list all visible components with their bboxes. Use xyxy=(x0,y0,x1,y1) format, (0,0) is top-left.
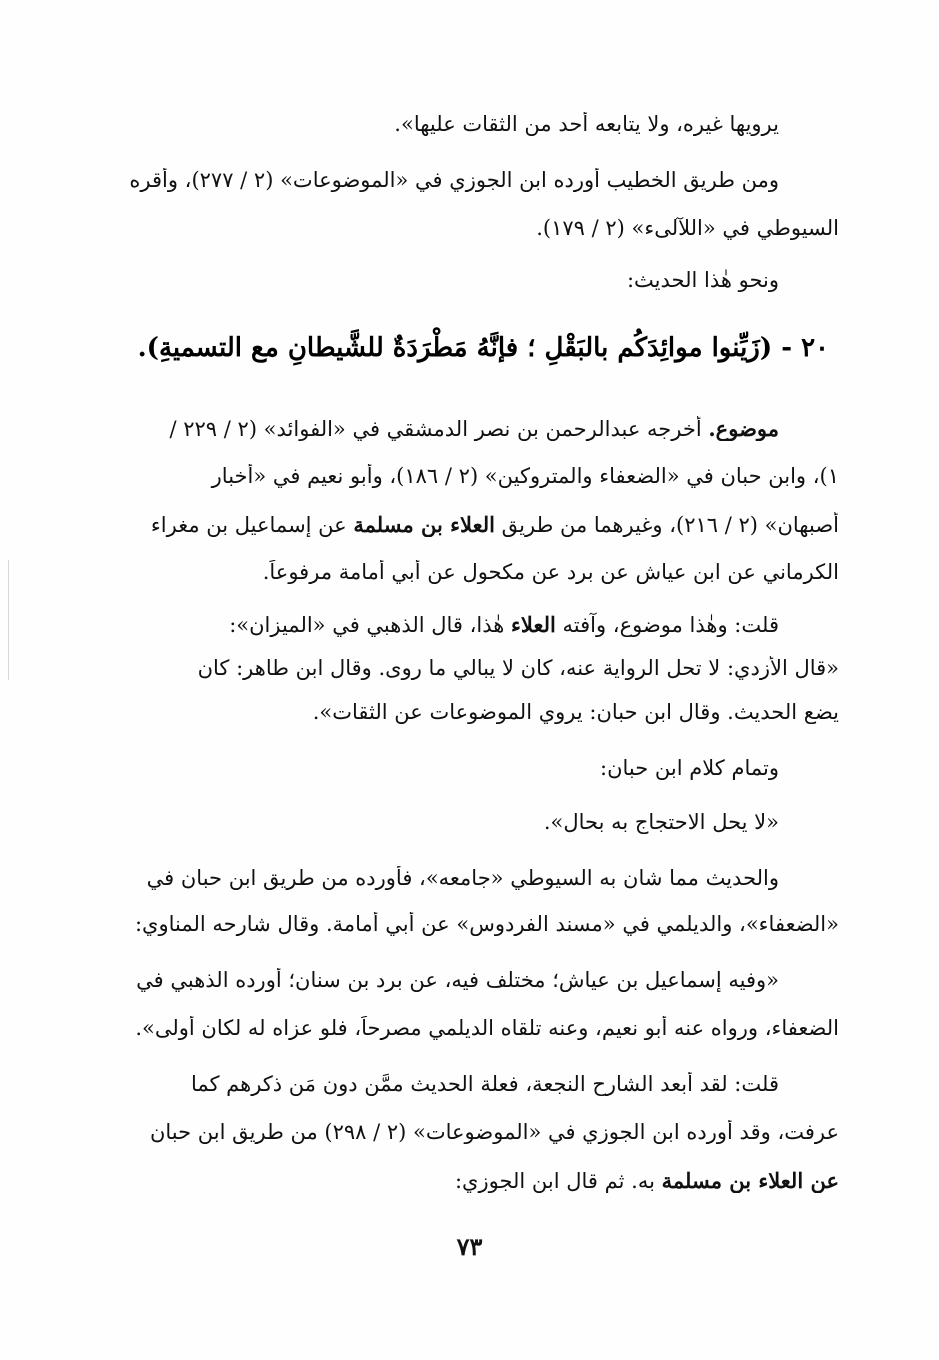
margin-mark xyxy=(8,560,9,680)
narrator-name: العلاء xyxy=(511,612,556,637)
text-span: «وفيه إسماعيل بن عياش؛ مختلف فيه، عن برد بن سنان؛ أورده الذهبي في xyxy=(136,968,779,992)
text-span: وتمام كلام ابن حبان: xyxy=(600,756,779,780)
verdict-label: موضوع. xyxy=(708,416,779,441)
hadith-title: ٢٠ - (زَيِّنوا موائِدَكُم بالبَقْلِ ؛ فإنَّهُ مَطْرَدَةٌ للشَّيطانِ مع التسميةِ). xyxy=(137,333,829,363)
text-span: عن إسماعيل بن مغراء xyxy=(150,513,347,537)
text-span: «قال الأزدي: لا تحل الرواية عنه، كان لا يبالي ما روى. وقال ابن طاهر: كان xyxy=(197,656,839,680)
text-line xyxy=(100,612,779,637)
text-line xyxy=(100,912,839,936)
text-span: «الضعفاء»، والديلمي في «مسند الفردوس» عن أبي أمامة. وقال شارحه المناوي: xyxy=(134,912,839,936)
text-line xyxy=(100,968,779,992)
narrator-name: عن العلاء بن مسلمة xyxy=(661,1168,839,1193)
text-line xyxy=(100,512,839,537)
text-span: ونحو هٰذا الحديث: xyxy=(626,268,779,292)
text-line xyxy=(100,112,779,136)
text-line xyxy=(100,1168,839,1193)
page-number: ٧٣ xyxy=(456,1232,483,1261)
text-span: به. ثم قال ابن الجوزي: xyxy=(454,1169,655,1193)
text-span: ومن طريق الخطيب أورده ابن الجوزي في «الموضوعات» (٢ / ٢٧٧)، وأقره xyxy=(129,168,779,192)
text-line xyxy=(100,756,779,780)
text-span: قلت: وهٰذا موضوع، وآفته xyxy=(562,613,779,637)
text-span: «لا يحل الاحتجاج به بحال». xyxy=(543,810,779,834)
text-line xyxy=(100,810,779,834)
text-span: هٰذا، قال الذهبي في «الميزان»: xyxy=(229,613,505,637)
text-line xyxy=(100,1016,839,1040)
text-span: يضع الحديث. وقال ابن حبان: يروي الموضوعات عن الثقات». xyxy=(312,700,839,724)
text-line xyxy=(100,1120,839,1144)
text-line xyxy=(100,168,779,192)
text-span: يرويها غيره، ولا يتابعه أحد من الثقات عليها». xyxy=(394,112,779,136)
text-line xyxy=(100,1072,779,1096)
text-line xyxy=(100,656,839,680)
text-span: أصبهان» (٢ / ٢١٦)، وغيرهما من طريق xyxy=(501,513,839,537)
text-line xyxy=(100,416,779,441)
text-line xyxy=(100,216,839,240)
text-span: السيوطي في «اللآلىء» (٢ / ١٧٩). xyxy=(536,216,839,240)
text-span: والحديث مما شان به السيوطي «جامعه»، فأورده من طريق ابن حبان في xyxy=(146,866,779,890)
text-line xyxy=(100,866,779,890)
text-line xyxy=(100,464,839,488)
narrator-name: العلاء بن مسلمة xyxy=(353,512,495,537)
text-span: الضعفاء، ورواه عنه أبو نعيم، وعنه تلقاه الديلمي مصرحاً، فلو عزاه له لكان أولى». xyxy=(135,1016,839,1040)
text-span: قلت: لقد أبعد الشارح النجعة، فعلة الحديث ممَّن دون مَن ذكرهم كما xyxy=(190,1072,779,1096)
text-span: ١)، وابن حبان في «الضعفاء والمتروكين» (٢ / ١٨٦)، وأبو نعيم في «أخبار xyxy=(211,464,839,488)
text-line xyxy=(100,268,779,292)
text-span: عرفت، وقد أورده ابن الجوزي في «الموضوعات» (٢ / ٢٩٨) من طريق ابن حبان xyxy=(149,1120,839,1144)
text-span: الكرماني عن ابن عياش عن برد عن مكحول عن أبي أمامة مرفوعاً. xyxy=(262,560,839,584)
text-line xyxy=(100,560,839,584)
text-line xyxy=(100,700,839,724)
text-span: أخرجه عبدالرحمن بن نصر الدمشقي في «الفوائد» (٢ / ٢٢٩ / xyxy=(169,417,702,441)
